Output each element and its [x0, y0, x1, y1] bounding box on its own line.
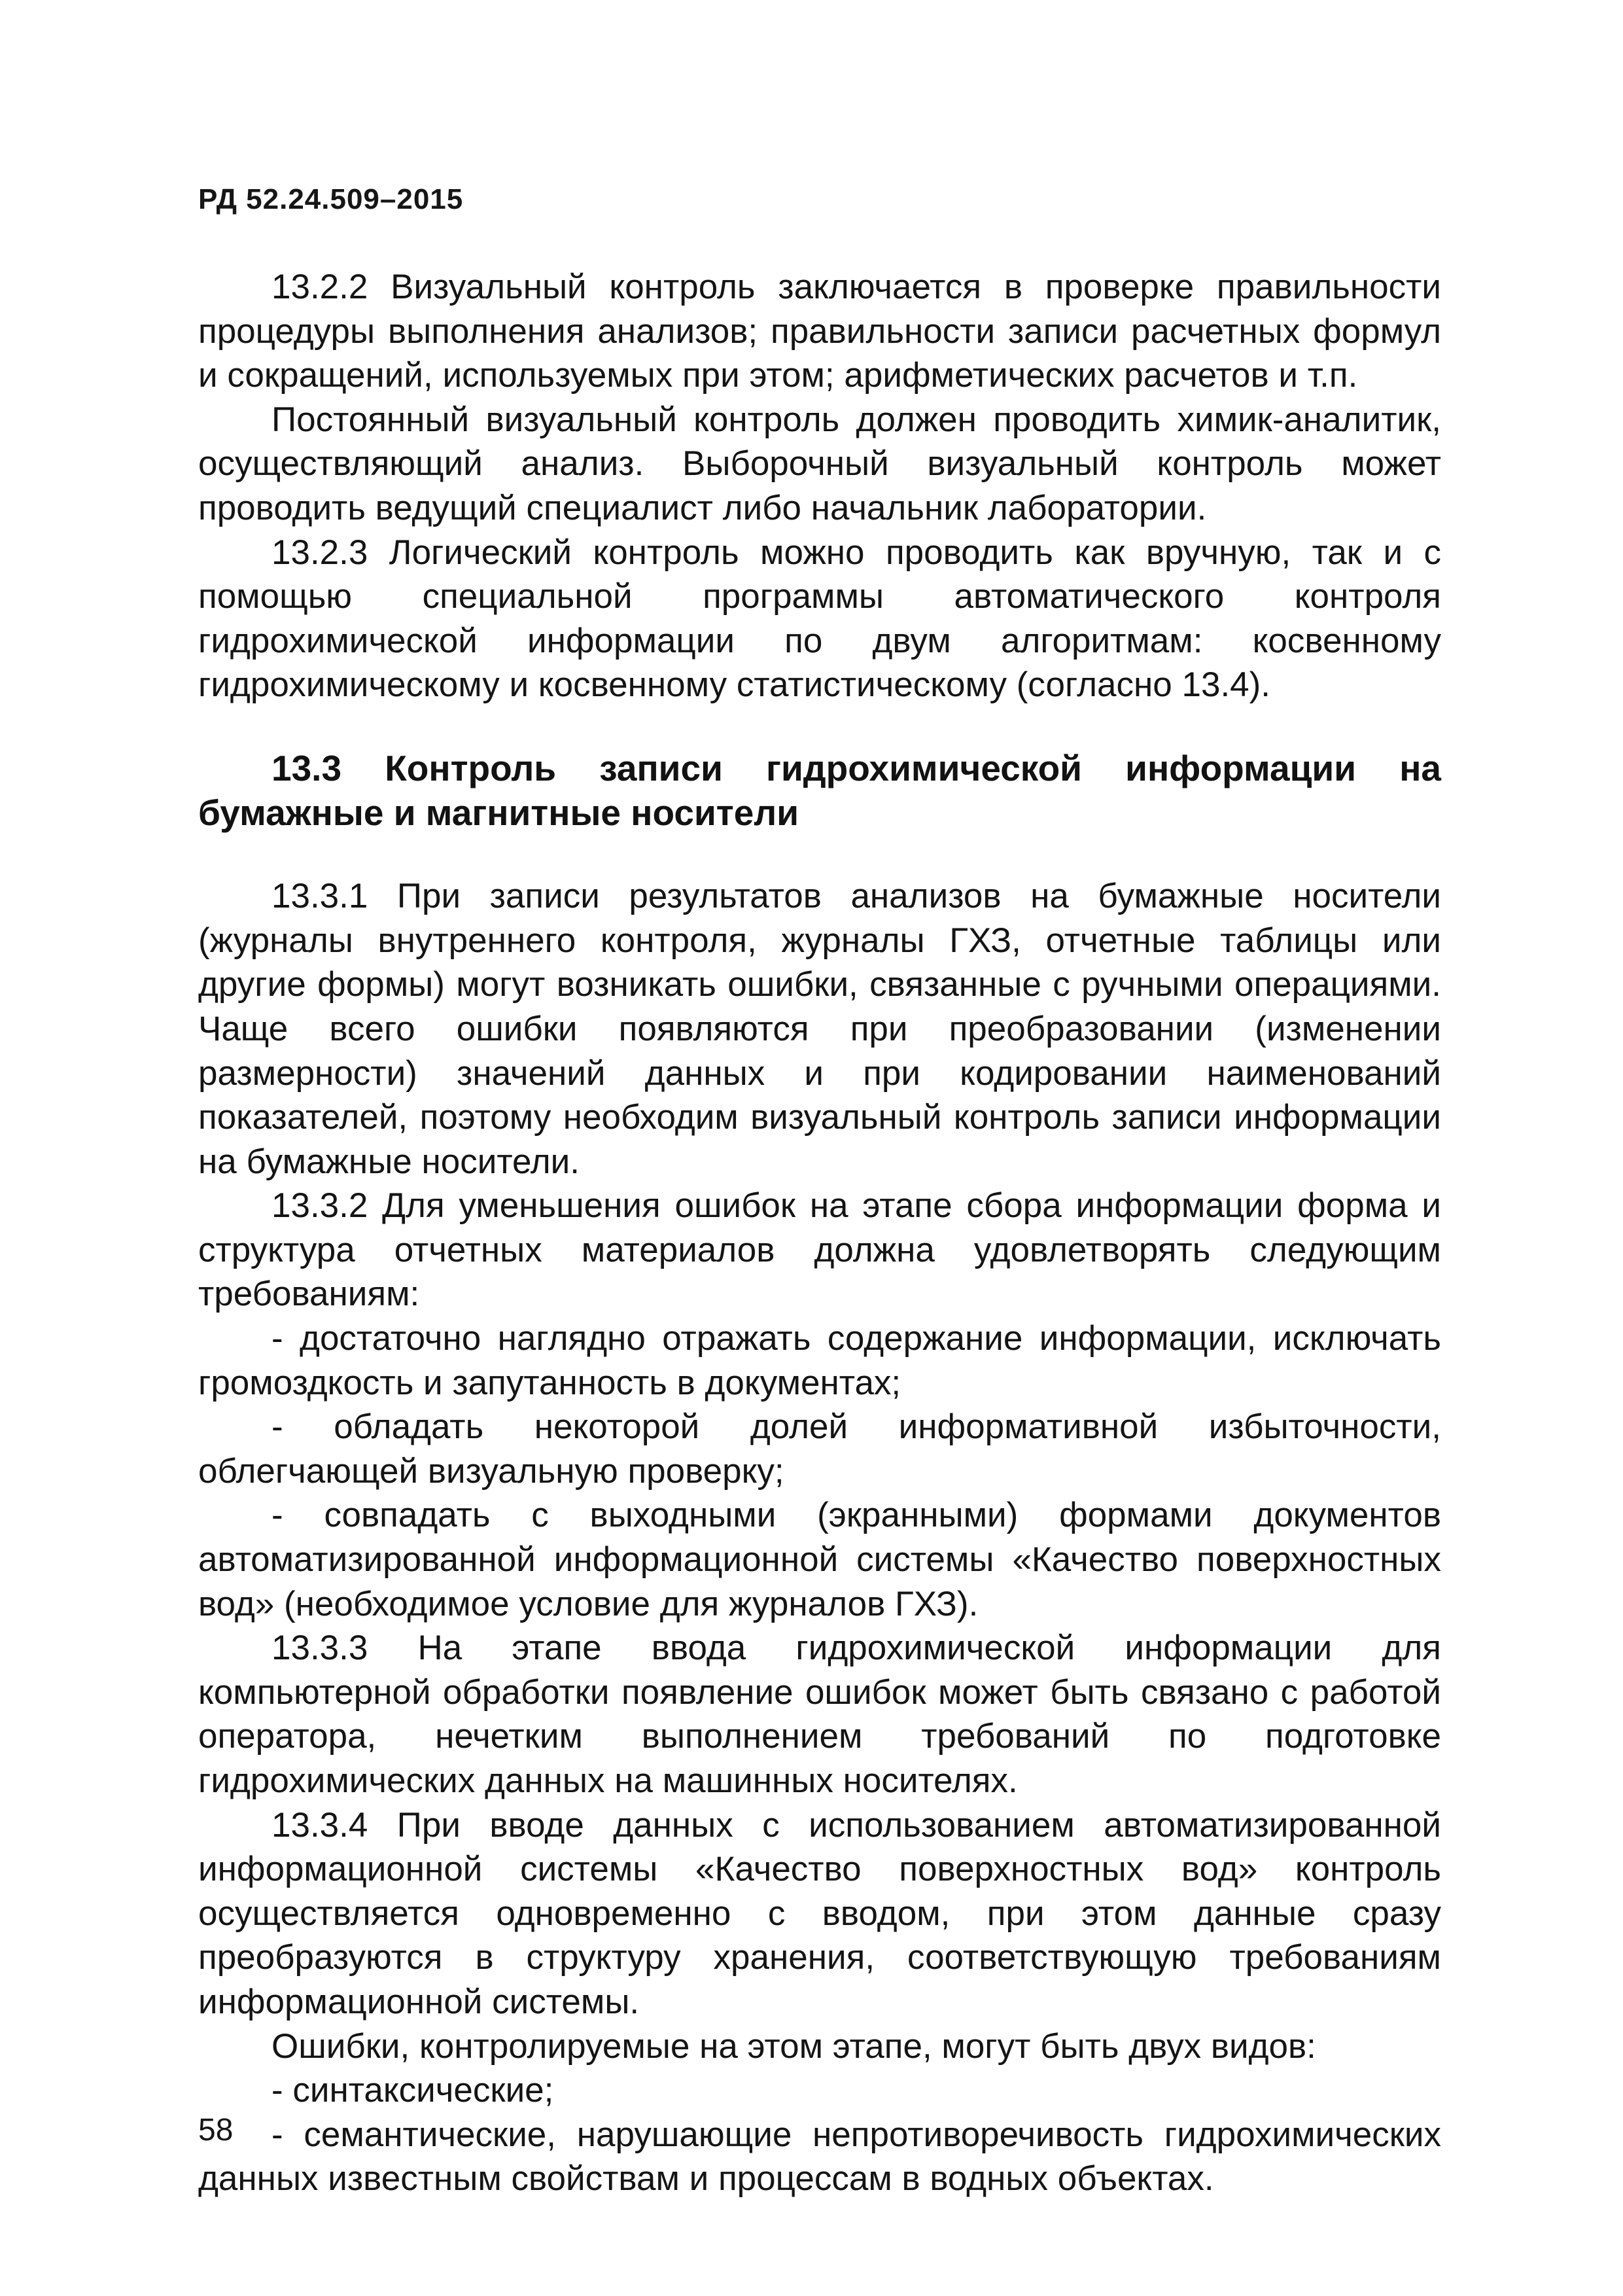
list-item-syntactic: - синтаксические; — [271, 2071, 554, 2110]
paragraph-13-2-2: 13.2.2 Визуальный контроль заключается в проверке правильности процедуры выполнения анализов; правильности записи расчетных формул и сокращений, используемых при этом; арифметических расчетов и т.п. — [198, 268, 1441, 395]
document-code-header: РД 52.24.509–2015 — [198, 183, 464, 215]
paragraph-13-3-2: 13.3.2 Для уменьшения ошибок на этапе сбора информации форма и структура отчетных материалов должна удовлетворять следующим требованиям: — [198, 1186, 1441, 1314]
paragraph-13-3-3: 13.3.3 На этапе ввода гидрохимической информации для компьютерной обработки появление ошибок может быть связано с работой оператора, нечетким выполнением требований по подготовке гидрохимических данных на машинных носителях. — [198, 1629, 1441, 1800]
list-item-clarity: - достаточно наглядно отражать содержание информации, исключать громоздкость и запутанность в документах; — [198, 1319, 1441, 1402]
section-heading-13-3: 13.3 Контроль записи гидрохимической информации на бумажные и магнитные носители — [198, 747, 1441, 833]
paragraph-error-types: Ошибки, контролируемые на этом этапе, могут быть двух видов: — [271, 2026, 1316, 2066]
paragraph-visual-control: Постоянный визуальный контроль должен проводить химик-аналитик, осуществляющий анализ. Выборочный визуальный контроль может проводить ведущий специалист либо начальник лаборатории. — [198, 400, 1441, 527]
paragraph-13-3-4: 13.3.4 При вводе данных с использованием автоматизированной информационной системы «Качество поверхностных вод» контроль осуществляется одновременно с вводом, при этом данные сразу преобразуются в структуру хранения, соответствующую требованиям информационной системы. — [198, 1805, 1441, 2021]
page-number: 58 — [198, 2113, 234, 2147]
list-item-redundancy: - обладать некоторой долей информативной избыточности, облегчающей визуальную проверку; — [198, 1407, 1441, 1491]
paragraph-13-3-1: 13.3.1 При записи результатов анализов на бумажные носители (журналы внутреннего контроля, журналы ГХЗ, отчетные таблицы или другие формы) могут возникать ошибки, связанные с ручными операциями. Чаще всего ошибки появляются при преобразовании (изменении размерности) значений данных и при кодировании наименований показателей, поэтому необходим визуальный контроль записи информации на бумажные носители. — [198, 877, 1441, 1181]
list-item-forms-match: - совпадать с выходными (экранными) формами документов автоматизированной информационной системы «Качество поверхностных вод» (необходимое условие для журналов ГХЗ). — [198, 1496, 1441, 1623]
list-item-semantic: - семантические, нарушающие непротиворечивость гидрохимических данных известным свойствам и процессам в водных объектах. — [198, 2115, 1441, 2199]
paragraph-13-2-3: 13.2.3 Логический контроль можно проводить как вручную, так и с помощью специальной программы автоматического контроля гидрохимической информации по двум алгоритмам: косвенному гидрохимическому и косвенному статистическому (согласно 13.4). — [198, 533, 1441, 705]
document-body — [198, 265, 1441, 2201]
